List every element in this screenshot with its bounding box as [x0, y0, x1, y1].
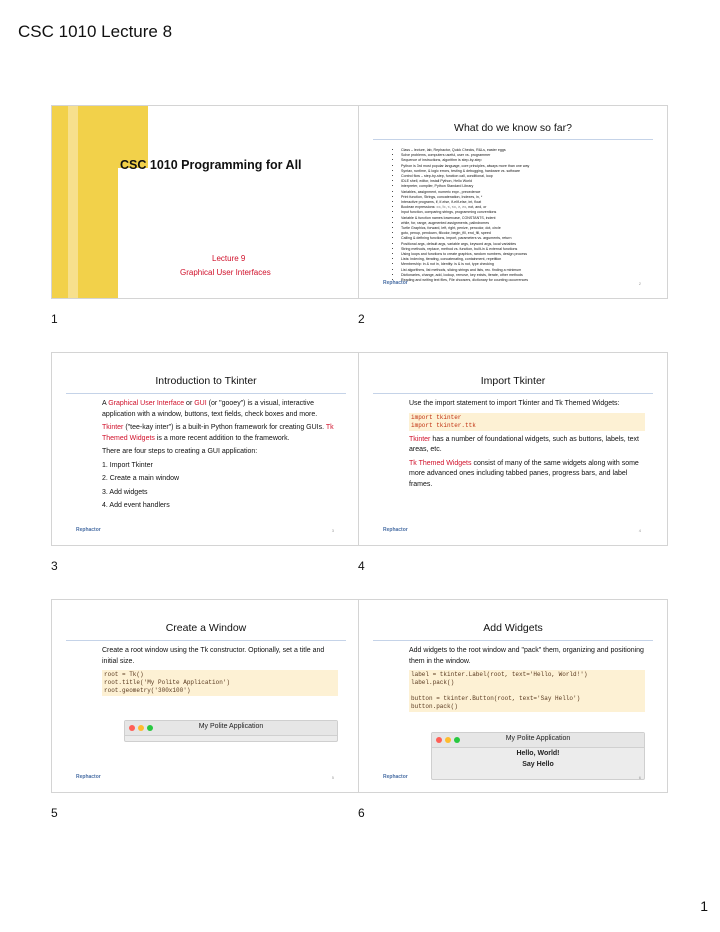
- summary-bullet: • Calling & defining functions, import, parameters vs. arguments, return: [401, 236, 651, 241]
- import-instructions: Use the import statement to import Tkinter and Tk Themed Widgets:: [409, 400, 620, 407]
- slide-4: [358, 352, 668, 546]
- say-hello-button[interactable]: Say Hello: [522, 761, 554, 768]
- slide-accent-bar: [52, 106, 118, 299]
- rephactor-logo: Rephactor: [383, 280, 408, 286]
- summary-bullet: • Solve problems, computers useful, user vs. programmer: [401, 153, 651, 158]
- step-item: 1. Import Tkinter: [102, 461, 153, 469]
- title-divider: [66, 393, 346, 394]
- summary-bullet: • Boolean expressions: ==, !=, <, <=, >, >=, not, and, or: [401, 205, 651, 210]
- window-code-block: root = Tk() root.title('My Polite Application') root.geometry('300x100'): [102, 670, 338, 696]
- rephactor-logo: Rephactor: [76, 527, 101, 533]
- tkinter-definition: Tkinter ("tee-kay inter") is a built-in Python framework for creating GUIs. Tk Themed Widgets is a more recent addition to the framework.: [102, 424, 334, 442]
- summary-bullet: • IDLE shell, editor, install Python, Hello World: [401, 179, 651, 184]
- summary-bullet: • Reading and writing text files, File choosers, dictionary for counting occurrences: [401, 278, 651, 283]
- summary-bullet: • Positional args, default args, variable args, keyword args, local variables: [401, 242, 651, 247]
- window-instructions: Create a root window using the Tk constructor. Optionally, set a title and initial size.: [102, 647, 325, 665]
- slide-6-title: Add Widgets: [483, 622, 543, 634]
- slide-2-title: What do we know so far?: [454, 122, 572, 134]
- window-titlebar: [125, 721, 337, 736]
- steps-intro: There are four steps to creating a GUI application:: [102, 448, 258, 455]
- summary-bullet: • String methods, replace, method vs. function, built-in & external functions: [401, 247, 651, 252]
- lecture-subtitle: Graphical User Interfaces: [180, 268, 271, 277]
- window-title: My Polite Application: [198, 723, 264, 730]
- slide-3: [51, 352, 361, 546]
- summary-bullet: • Membership: in & not in, Identity: is & is not, type checking: [401, 262, 651, 267]
- slide-number-6: 6: [358, 806, 365, 820]
- rephactor-logo: Rephactor: [383, 774, 408, 780]
- slide-page-number: 3: [331, 528, 334, 533]
- slide-6: [358, 599, 668, 793]
- slide-5-title: Create a Window: [165, 622, 247, 634]
- slide-number-1: 1: [51, 312, 58, 326]
- slide-number-2: 2: [358, 312, 365, 326]
- slide-1-title: CSC 1010 Programming for All: [120, 158, 302, 172]
- summary-bullet: • Dictionaries, change, add, lookup, remove, key exists, iterate, other methods: [401, 273, 651, 278]
- summary-bullet: • Interactive programs, if, if-else, if-elif-else, int, float: [401, 200, 651, 205]
- summary-bullet-list: [395, 148, 651, 283]
- gui-definition: A Graphical User Interface or GUI (or "gooey") is a visual, interactive application with a window, buttons, text fields, check boxes and more.: [102, 400, 318, 418]
- app-window-preview: [124, 720, 338, 742]
- summary-bullet: • Lists: indexing, iterating, concatenating, containment, repetition: [401, 257, 651, 262]
- step-item: 2. Create a main window: [102, 475, 180, 482]
- slide-4-title: Import Tkinter: [480, 375, 546, 387]
- slide-number-5: 5: [51, 806, 58, 820]
- widgets-code-block: label = tkinter.Label(root, text='Hello, World!') label.pack() button = tkinter.Button(root, text='Say Hello') button.pack(): [409, 670, 645, 712]
- summary-bullet: • Python is 3rd most popular language, core principles, always more than one way: [401, 164, 651, 169]
- tkinter-widgets-text: Tkinter has a number of foundational widgets, such as buttons, labels, text areas, etc.: [409, 435, 639, 454]
- summary-bullet: • Variable & function names lowercase, CONSTANTS, indent: [401, 216, 651, 221]
- slide-3-title: Introduction to Tkinter: [155, 375, 257, 387]
- summary-bullet: • List algorithms, list methods, slicing strings and lists, rec. finding a minimum: [401, 268, 651, 273]
- steps-list: [102, 461, 338, 512]
- title-divider: [66, 640, 346, 641]
- summary-bullet: • Print function, Strings, concatenation, Indexes, in, *: [401, 195, 651, 200]
- title-divider: [373, 393, 653, 394]
- lecture-number: Lecture 9: [212, 254, 246, 263]
- summary-bullet: • while, for, range, augmented assignments, palindromes: [401, 221, 651, 226]
- summary-bullet: • Using loops and functions to create graphics, random numbers, design process: [401, 252, 651, 257]
- title-divider: [373, 640, 653, 641]
- document-title: CSC 1010 Lecture 8: [18, 22, 173, 41]
- slide-1: [51, 105, 361, 299]
- summary-bullet: • Variables, assignment, numeric expr., precedence: [401, 190, 651, 195]
- slide-number-4: 4: [358, 559, 365, 573]
- slide-accent-stripe: [68, 106, 78, 299]
- slide-5: [51, 599, 361, 793]
- summary-bullet: • goto, penup, pendown, fillcolor, begin_fill, end_fill, speed: [401, 231, 651, 236]
- hello-label: Hello, World!: [516, 750, 560, 757]
- page-number: 1: [700, 898, 708, 914]
- slide-page-number: 4: [638, 528, 641, 533]
- step-item: 3. Add widgets: [102, 488, 148, 496]
- app-window-preview: [431, 732, 645, 780]
- summary-bullet: • Syntax, runtime, & logic errors, testing & debugging, hardware vs. software: [401, 169, 651, 174]
- rephactor-logo: Rephactor: [383, 527, 408, 533]
- summary-bullet: • Control flow – step-by-step, function call, conditional, loop: [401, 174, 651, 179]
- summary-bullet: • Turtle Graphics, forward, left, right, penize, pencolor, dot, circle: [401, 226, 651, 231]
- slide-page-number: 6: [638, 775, 641, 780]
- slide-2: [358, 105, 668, 299]
- import-code-block: import tkinter import tkinter.ttk: [409, 413, 645, 431]
- window-title: My Polite Application: [505, 735, 571, 742]
- slide-number-3: 3: [51, 559, 58, 573]
- summary-bullet: • Class – lecture, lab, Rephactor, Quick Checks, R&Ls, easter eggs: [401, 148, 651, 153]
- widgets-instructions: Add widgets to the root window and "pack" them, organizing and positioning them in the window.: [409, 647, 644, 665]
- summary-bullet: • interpreter, compiler, Python Standard Library: [401, 184, 651, 189]
- summary-bullet: • Sequence of instructions, algorithm is step-by-step: [401, 158, 651, 163]
- step-item: 4. Add event handlers: [102, 502, 170, 509]
- rephactor-logo: Rephactor: [76, 774, 101, 780]
- ttk-widgets-text: Tk Themed Widgets consist of many of the same widgets along with some more advanced ones including tabbed panes, progress bars, and label frames.: [409, 459, 639, 488]
- slide-page-number: 5: [331, 775, 334, 780]
- summary-bullet: • Input function, comparing strings, programming conventions: [401, 210, 651, 215]
- slide-page-number: 2: [638, 281, 641, 286]
- title-divider: [373, 139, 653, 140]
- window-titlebar: [432, 733, 644, 748]
